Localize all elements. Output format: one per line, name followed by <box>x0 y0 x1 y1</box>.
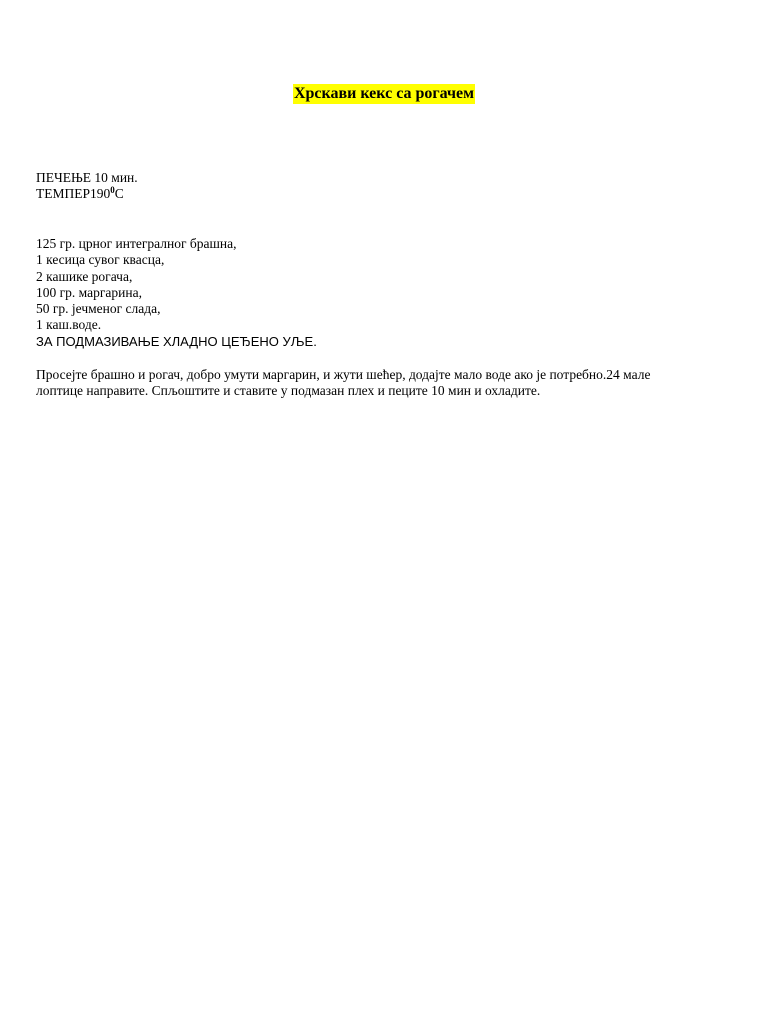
grease-note: ЗА ПОДМАЗИВАЊЕ ХЛАДНО ЦЕЂЕНО УЉЕ. <box>36 333 317 349</box>
baking-info <box>36 170 138 204</box>
baking-time: ПЕЧЕЊЕ 10 мин. <box>36 170 138 185</box>
baking-temperature <box>36 186 138 203</box>
ingredient-item: 2 кашике рогача, <box>36 268 133 284</box>
method-paragraph <box>36 367 736 400</box>
title-container <box>0 84 768 104</box>
temperature-unit: С <box>114 186 124 202</box>
temperature-value: ТЕМПЕР190 <box>36 186 111 202</box>
ingredient-item: 1 каш.воде. <box>36 317 102 333</box>
method-line: Просејте брашно и рогач, добро умути маргарин, и жути шећер, додајте мало воде ако је потребно.24 мале <box>36 367 651 382</box>
ingredient-item: 50 гр. јечменог слада, <box>36 301 161 317</box>
ingredients-list <box>36 236 317 350</box>
method-line: лоптице направите. Спљоштите и ставите у подмазан плех и пеците 10 мин и охладите. <box>36 383 541 399</box>
ingredient-item: 100 гр. маргарина, <box>36 284 142 300</box>
ingredient-item: 1 кесица сувог квасца, <box>36 252 165 268</box>
ingredient-item: 125 гр. црног интегралног брашна, <box>36 236 237 251</box>
recipe-title: Хрскави кекс са рогачем <box>293 85 475 102</box>
degree-superscript: 0 <box>110 185 115 196</box>
